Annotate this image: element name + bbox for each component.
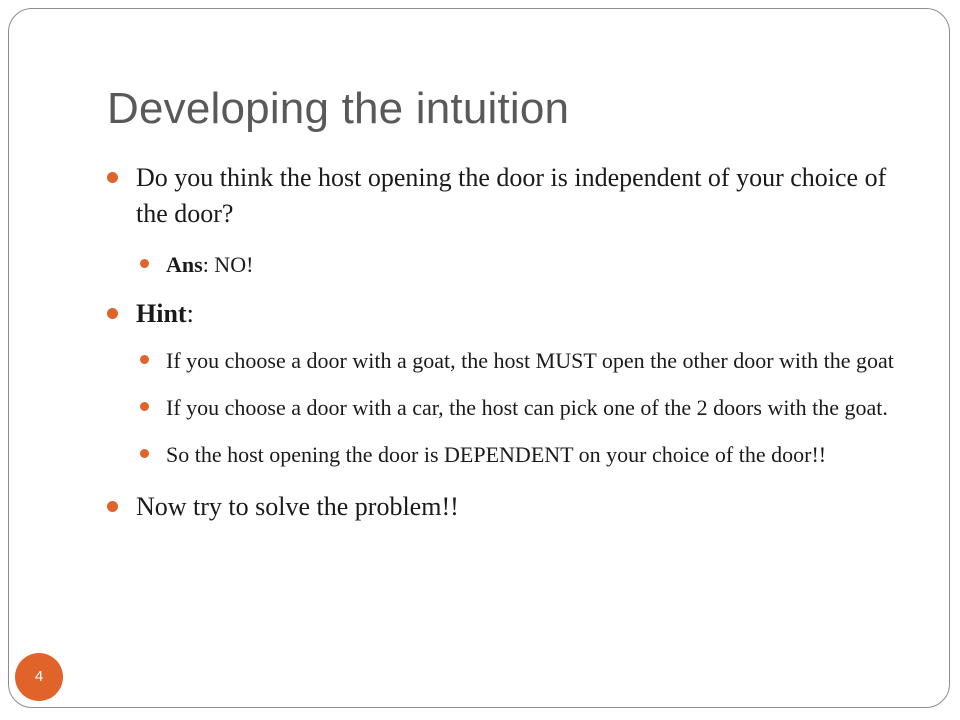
bullet-dot-icon <box>140 402 149 411</box>
hint-label: Hint <box>136 299 187 328</box>
page-number-badge: 4 <box>15 653 63 701</box>
answer-text: : NO! <box>202 252 254 277</box>
bullet-closing <box>107 489 907 525</box>
bullet-dot-icon <box>140 259 149 268</box>
bullet-dot-icon <box>107 308 118 319</box>
slide-title: Developing the intuition <box>107 84 570 133</box>
hint-item-text: So the host opening the door is DEPENDENT on your choice of the door!! <box>166 442 827 467</box>
bullet-dot-icon <box>140 355 149 364</box>
hint-item-goat <box>140 342 907 379</box>
bullet-dot-icon <box>140 449 149 458</box>
bullet-dot-icon <box>107 172 118 183</box>
bullet-question <box>107 160 907 232</box>
bullet-dot-icon <box>107 501 118 512</box>
question-text: Do you think the host opening the door is independent of your choice of the door? <box>136 163 887 228</box>
hint-item-text: If you choose a door with a goat, the host MUST open the other door with the goat <box>166 348 894 373</box>
hint-item-text: If you choose a door with a car, the host can pick one of the 2 doors with the goat. <box>166 395 888 420</box>
answer-label: Ans <box>166 252 203 277</box>
hint-suffix: : <box>186 299 194 328</box>
bullet-list <box>107 160 907 525</box>
hint-item-car <box>140 389 907 426</box>
closing-text: Now try to solve the problem!! <box>136 492 459 521</box>
bullet-answer <box>140 246 907 283</box>
bullet-hint <box>107 296 907 332</box>
hint-item-dependent <box>140 436 907 473</box>
slide-content <box>107 160 907 525</box>
